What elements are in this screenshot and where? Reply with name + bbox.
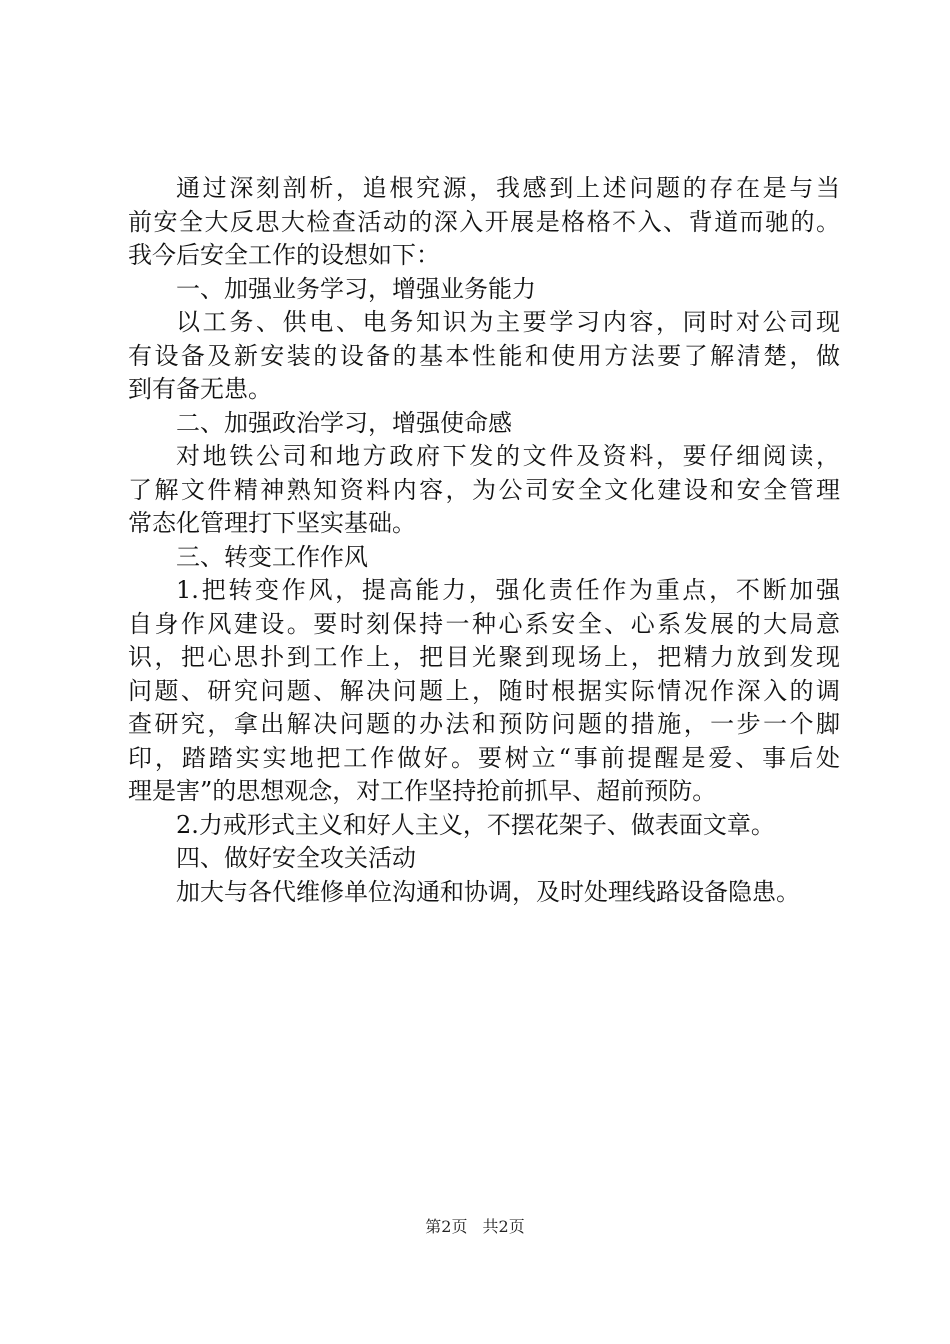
paragraph-line: 印，踏踏实实地把工作做好。要树立“事前提醒是爱、事后处: [128, 743, 840, 772]
paragraph-line: 了解文件精神熟知资料内容，为公司安全文化建设和安全管理: [128, 475, 840, 504]
paragraph-line: 查研究，拿出解决问题的办法和预防问题的措施，一步一个脚: [128, 710, 840, 738]
section-heading: 四、做好安全攻关活动: [176, 844, 416, 872]
paragraph-line: 2.力戒形式主义和好人主义，不摆花架子、做表面文章。: [176, 810, 775, 839]
paragraph-line: 理是害”的思想观念，对工作坚持抢前抓早、超前预防。: [128, 777, 717, 805]
paragraph-line: 对地铁公司和地方政府下发的文件及资料，要仔细阅读，: [176, 442, 840, 470]
page-number: 第2页: [425, 1217, 468, 1236]
page-total: 共2页: [482, 1217, 525, 1236]
page-footer: [0, 1216, 950, 1238]
paragraph-line: 常态化管理打下坚实基础。: [128, 509, 416, 537]
paragraph-line: 我今后安全工作的设想如下：: [128, 241, 440, 269]
document-body: [128, 172, 840, 909]
section-heading: 一、加强业务学习，增强业务能力: [176, 274, 536, 303]
paragraph-line: 通过深刻剖析，追根究源，我感到上述问题的存在是与当: [176, 174, 840, 202]
paragraph-line: 前安全大反思大检查活动的深入开展是格格不入、背道而驰的。: [128, 207, 840, 236]
section-heading: 三、转变工作作风: [176, 542, 368, 571]
paragraph-line: 到有备无患。: [128, 375, 272, 403]
paragraph-line: 识，把心思扑到工作上，把目光聚到现场上，把精力放到发现: [128, 643, 840, 671]
paragraph-line: 1.把转变作风，提高能力，强化责任作为重点，不断加强: [176, 576, 840, 604]
paragraph-line: 有设备及新安装的设备的基本性能和使用方法要了解清楚，做: [128, 341, 840, 370]
paragraph-line: 加大与各代维修单位沟通和协调，及时处理线路设备隐患。: [176, 877, 800, 906]
paragraph-line: 问题、研究问题、解决问题上，随时根据实际情况作深入的调: [128, 676, 840, 705]
section-heading: 二、加强政治学习，增强使命感: [176, 408, 512, 437]
paragraph-line: 自身作风建设。要时刻保持一种心系安全、心系发展的大局意: [128, 609, 840, 638]
paragraph-line: 以工务、供电、电务知识为主要学习内容，同时对公司现: [176, 308, 840, 336]
